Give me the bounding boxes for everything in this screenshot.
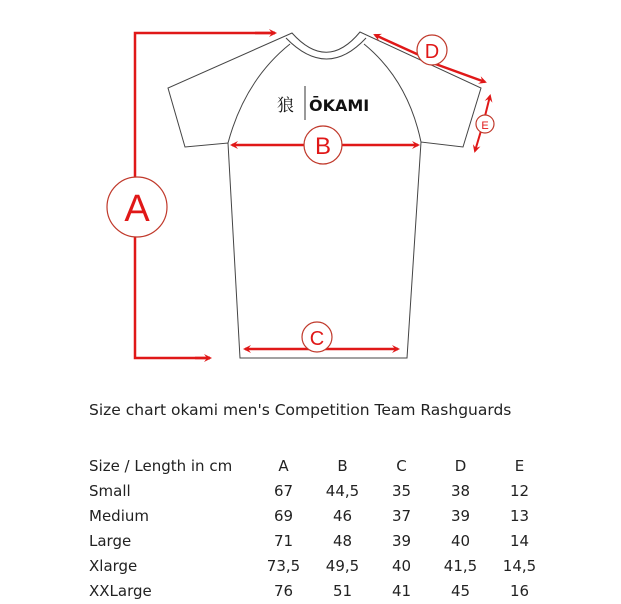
cell: 14,5 bbox=[502, 556, 537, 575]
cell: 16 bbox=[509, 581, 530, 600]
cell: 41 bbox=[391, 581, 412, 600]
cell: 73,5 bbox=[266, 556, 301, 575]
header-b: B bbox=[337, 456, 348, 475]
label-a: A bbox=[124, 188, 150, 230]
label-b: B bbox=[314, 133, 332, 160]
cell: 48 bbox=[332, 531, 353, 550]
header-a: A bbox=[278, 456, 289, 475]
size-label: Large bbox=[89, 531, 132, 550]
cell: 71 bbox=[273, 531, 294, 550]
label-d: D bbox=[424, 41, 440, 63]
size-table bbox=[86, 453, 549, 603]
cell: 13 bbox=[509, 506, 530, 525]
table-row bbox=[86, 578, 549, 603]
table-header bbox=[86, 453, 549, 478]
cell: 12 bbox=[509, 481, 530, 500]
header-c: C bbox=[396, 456, 407, 475]
label-c: C bbox=[309, 328, 325, 350]
table-row bbox=[86, 478, 549, 503]
label-e: E bbox=[481, 120, 489, 132]
cell: 39 bbox=[450, 506, 471, 525]
cell: 69 bbox=[273, 506, 294, 525]
shirt-outline bbox=[168, 32, 481, 358]
table-row bbox=[86, 503, 549, 528]
cell: 51 bbox=[332, 581, 353, 600]
cell: 14 bbox=[509, 531, 530, 550]
cell: 76 bbox=[273, 581, 294, 600]
logo-kanji: 狼 bbox=[277, 96, 294, 116]
cell: 40 bbox=[450, 531, 471, 550]
cell: 38 bbox=[450, 481, 471, 500]
logo-brand: ŌKAMI bbox=[309, 96, 370, 115]
cell: 49,5 bbox=[325, 556, 360, 575]
header-d: D bbox=[454, 456, 467, 475]
table-row bbox=[86, 528, 549, 553]
chart-title: Size chart okami men's Competition Team Rashguards bbox=[89, 401, 512, 419]
cell: 40 bbox=[391, 556, 412, 575]
cell: 45 bbox=[450, 581, 471, 600]
size-label: Xlarge bbox=[89, 556, 138, 575]
size-label: XXLarge bbox=[89, 581, 152, 600]
header-e: E bbox=[514, 456, 525, 475]
size-label: Small bbox=[89, 481, 131, 500]
cell: 44,5 bbox=[325, 481, 360, 500]
table-row bbox=[86, 553, 549, 578]
cell: 46 bbox=[332, 506, 353, 525]
cell: 35 bbox=[391, 481, 412, 500]
cell: 41,5 bbox=[443, 556, 478, 575]
cell: 39 bbox=[391, 531, 412, 550]
header-size: Size / Length in cm bbox=[89, 456, 233, 475]
cell: 67 bbox=[273, 481, 294, 500]
cell: 37 bbox=[391, 506, 412, 525]
size-label: Medium bbox=[89, 506, 149, 525]
